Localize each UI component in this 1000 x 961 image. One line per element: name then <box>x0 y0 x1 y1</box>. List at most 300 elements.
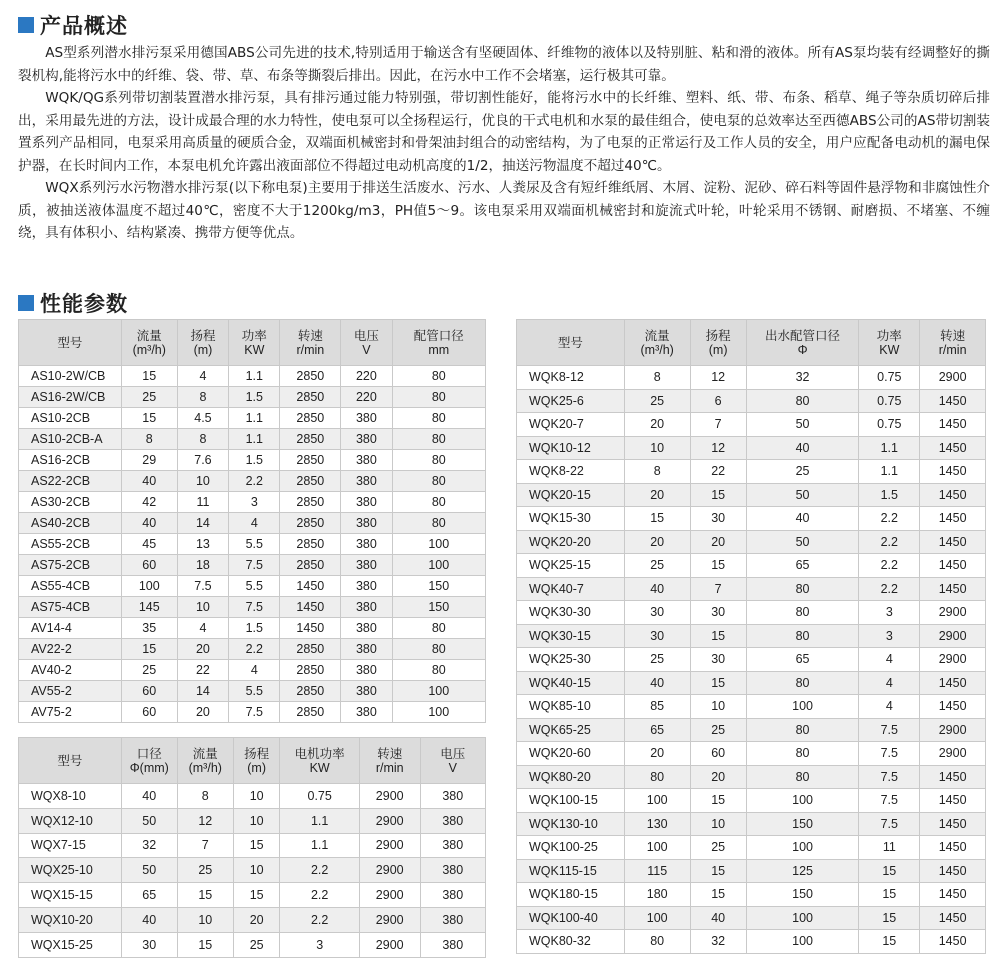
table-row <box>19 429 486 450</box>
as-series-table <box>18 319 486 723</box>
header-unit: KW <box>309 760 330 775</box>
value-cell: 1450 <box>280 618 341 639</box>
value-cell: 2850 <box>280 534 341 555</box>
value-cell: 80 <box>392 513 485 534</box>
value-cell: 3 <box>859 601 920 625</box>
table-row <box>19 681 486 702</box>
value-cell: 80 <box>624 765 690 789</box>
value-cell: 20 <box>624 413 690 437</box>
value-cell: 30 <box>690 507 746 531</box>
value-cell: 40 <box>746 436 859 460</box>
header-label: 型号 <box>57 335 83 350</box>
value-cell: 15 <box>121 366 177 387</box>
value-cell: 2900 <box>359 932 420 957</box>
value-cell: 20 <box>690 530 746 554</box>
value-cell: 7.5 <box>229 555 280 576</box>
model-cell: WQK30-15 <box>517 624 625 648</box>
value-cell: 1450 <box>280 576 341 597</box>
value-cell: 40 <box>690 906 746 930</box>
model-cell: AS75-4CB <box>19 597 122 618</box>
value-cell: 1.1 <box>280 833 359 858</box>
table-row <box>517 601 986 625</box>
value-cell: 80 <box>392 660 485 681</box>
table-row <box>517 530 986 554</box>
value-cell: 80 <box>746 765 859 789</box>
column-header <box>121 738 177 784</box>
model-cell: WQK20-60 <box>517 742 625 766</box>
value-cell: 0.75 <box>280 784 359 809</box>
model-cell: WQK25-30 <box>517 648 625 672</box>
value-cell: 50 <box>746 483 859 507</box>
value-cell: 380 <box>420 808 485 833</box>
value-cell: 2850 <box>280 660 341 681</box>
value-cell: 150 <box>392 576 485 597</box>
value-cell: 60 <box>690 742 746 766</box>
value-cell: 1.5 <box>229 450 280 471</box>
value-cell: 2.2 <box>280 858 359 883</box>
value-cell: 115 <box>624 859 690 883</box>
header-label: 功率 <box>241 328 267 343</box>
value-cell: 25 <box>624 554 690 578</box>
value-cell: 25 <box>177 858 233 883</box>
value-cell: 1450 <box>920 530 986 554</box>
table-row <box>517 436 986 460</box>
value-cell: 380 <box>341 429 392 450</box>
table-row <box>517 836 986 860</box>
table-row <box>517 718 986 742</box>
model-cell: WQK25-15 <box>517 554 625 578</box>
value-cell: 380 <box>341 576 392 597</box>
model-cell: WQX15-25 <box>19 932 122 957</box>
value-cell: 2850 <box>280 387 341 408</box>
value-cell: 1450 <box>280 597 341 618</box>
model-cell: WQK25-6 <box>517 389 625 413</box>
column-header <box>341 320 392 366</box>
value-cell: 60 <box>121 555 177 576</box>
value-cell: 7.6 <box>177 450 228 471</box>
table-row <box>19 883 486 908</box>
value-cell: 80 <box>746 671 859 695</box>
value-cell: 380 <box>420 858 485 883</box>
header-label: 型号 <box>57 753 83 768</box>
header-unit: (m³/h) <box>188 760 222 775</box>
value-cell: 2850 <box>280 366 341 387</box>
table-row <box>19 784 486 809</box>
value-cell: 1450 <box>920 765 986 789</box>
value-cell: 40 <box>746 507 859 531</box>
table-row <box>517 413 986 437</box>
value-cell: 10 <box>233 808 280 833</box>
value-cell: 20 <box>690 765 746 789</box>
value-cell: 2.2 <box>859 554 920 578</box>
model-cell: WQK20-15 <box>517 483 625 507</box>
value-cell: 2900 <box>359 907 420 932</box>
table-row <box>19 366 486 387</box>
value-cell: 80 <box>392 618 485 639</box>
value-cell: 7.5 <box>177 576 228 597</box>
value-cell: 80 <box>624 930 690 954</box>
params-heading <box>18 288 128 318</box>
value-cell: 1450 <box>920 671 986 695</box>
value-cell: 1450 <box>920 789 986 813</box>
value-cell: 2900 <box>359 784 420 809</box>
model-cell: WQX10-20 <box>19 907 122 932</box>
model-cell: WQX7-15 <box>19 833 122 858</box>
table-row <box>517 765 986 789</box>
model-cell: AS10-2CB-A <box>19 429 122 450</box>
column-header <box>19 738 122 784</box>
value-cell: 7.5 <box>859 718 920 742</box>
value-cell: 7.5 <box>859 812 920 836</box>
value-cell: 7.5 <box>859 765 920 789</box>
value-cell: 100 <box>746 930 859 954</box>
value-cell: 100 <box>746 906 859 930</box>
value-cell: 2.2 <box>229 639 280 660</box>
value-cell: 2850 <box>280 513 341 534</box>
table-row <box>517 883 986 907</box>
table-row <box>517 577 986 601</box>
table-row <box>19 513 486 534</box>
value-cell: 130 <box>624 812 690 836</box>
model-cell: AS10-2CB <box>19 408 122 429</box>
value-cell: 100 <box>746 836 859 860</box>
table-row <box>517 648 986 672</box>
value-cell: 10 <box>690 812 746 836</box>
table-row <box>19 808 486 833</box>
value-cell: 50 <box>121 808 177 833</box>
value-cell: 15 <box>690 483 746 507</box>
value-cell: 14 <box>177 513 228 534</box>
intro-paragraph-wqx: WQX系列污水污物潜水排污泵(以下称电泵)主要用于排送生活废水、污水、人粪尿及含有短纤维纸屑、木屑、淀粉、泥砂、碎石料等固件悬浮物和非腐蚀性介质，被抽送液体温度不超过40℃，密度不大于1200kg/m3，PH值5～9。该电泵采用双端面机械密封和旋流式叶轮，叶轮采用不锈钢、耐磨损、不堵塞、不缠绕，具有体积小、结构紧凑、携带方便等优点。 <box>18 180 990 241</box>
model-cell: AS22-2CB <box>19 471 122 492</box>
intro-text <box>18 42 990 245</box>
value-cell: 15 <box>177 932 233 957</box>
column-header <box>624 320 690 366</box>
header-label: 功率 <box>876 328 902 343</box>
table-row <box>19 858 486 883</box>
value-cell: 80 <box>392 366 485 387</box>
table-row <box>517 859 986 883</box>
column-header <box>517 320 625 366</box>
value-cell: 2.2 <box>859 507 920 531</box>
header-label: 扬程 <box>190 328 216 343</box>
value-cell: 15 <box>690 859 746 883</box>
value-cell: 15 <box>859 906 920 930</box>
value-cell: 2900 <box>359 833 420 858</box>
value-cell: 1.5 <box>859 483 920 507</box>
value-cell: 4 <box>177 366 228 387</box>
model-cell: WQK65-25 <box>517 718 625 742</box>
value-cell: 380 <box>341 681 392 702</box>
value-cell: 8 <box>177 429 228 450</box>
model-cell: WQX25-10 <box>19 858 122 883</box>
value-cell: 380 <box>341 513 392 534</box>
value-cell: 380 <box>341 408 392 429</box>
column-header <box>920 320 986 366</box>
value-cell: 2850 <box>280 408 341 429</box>
value-cell: 8 <box>177 784 233 809</box>
value-cell: 25 <box>624 389 690 413</box>
table-row <box>19 576 486 597</box>
column-header <box>233 738 280 784</box>
table-row <box>19 387 486 408</box>
header-label: 配管口径 <box>413 328 464 343</box>
value-cell: 380 <box>341 534 392 555</box>
header-label: 流量 <box>136 328 162 343</box>
value-cell: 15 <box>690 554 746 578</box>
header-unit: (m³/h) <box>640 342 674 357</box>
value-cell: 10 <box>624 436 690 460</box>
value-cell: 100 <box>746 695 859 719</box>
model-cell: WQK85-10 <box>517 695 625 719</box>
value-cell: 35 <box>121 618 177 639</box>
table-row <box>19 597 486 618</box>
value-cell: 20 <box>624 742 690 766</box>
table-row <box>517 742 986 766</box>
value-cell: 2900 <box>920 718 986 742</box>
value-cell: 14 <box>177 681 228 702</box>
value-cell: 2850 <box>280 555 341 576</box>
value-cell: 2850 <box>280 471 341 492</box>
value-cell: 80 <box>746 742 859 766</box>
value-cell: 2850 <box>280 639 341 660</box>
value-cell: 1450 <box>920 812 986 836</box>
value-cell: 15 <box>690 789 746 813</box>
value-cell: 3 <box>859 624 920 648</box>
value-cell: 4 <box>859 695 920 719</box>
value-cell: 8 <box>624 460 690 484</box>
model-cell: WQK100-40 <box>517 906 625 930</box>
column-header <box>177 738 233 784</box>
intro-paragraph-wqk: WQK/QG系列带切割装置潜水排污泵，具有排污通过能力特别强，带切割性能好，能将污水中的长纤维、塑料、纸、带、布条、稻草、绳子等杂质切碎后排出，采用最先进的方法，设计成最合理的水力特性，使电泵可以全扬程运行，优良的干式电机和水泵的最佳组合，使电泵的总效率达至西德ABS公司的AS带切割装置系列产品相同，电泵采用高质量的硬质合金，双端面机械密封和骨架油封组合的动密结构，为了电泵的正常运行及工作人员的安全，用户应配备电动机的漏电保护器，在长时间内工作，本泵电机允许露出液面部位不得超过电动机高度的1/2，抽送污物温度不超过40℃。 <box>18 90 990 174</box>
value-cell: 80 <box>392 408 485 429</box>
value-cell: 100 <box>392 555 485 576</box>
value-cell: 145 <box>121 597 177 618</box>
value-cell: 32 <box>746 366 859 390</box>
model-cell: AV14-4 <box>19 618 122 639</box>
header-unit: (m) <box>708 342 728 357</box>
table-row <box>517 483 986 507</box>
value-cell: 150 <box>746 883 859 907</box>
value-cell: 150 <box>392 597 485 618</box>
value-cell: 4 <box>229 660 280 681</box>
table-row <box>517 507 986 531</box>
header-unit: Φ <box>797 342 808 357</box>
value-cell: 2.2 <box>859 530 920 554</box>
header-unit: V <box>362 342 371 357</box>
header-label: 扬程 <box>705 328 731 343</box>
table-row <box>19 492 486 513</box>
header-unit: KW <box>244 342 265 357</box>
header-unit: V <box>448 760 457 775</box>
value-cell: 15 <box>177 883 233 908</box>
value-cell: 4 <box>177 618 228 639</box>
value-cell: 60 <box>121 681 177 702</box>
model-cell: AS55-4CB <box>19 576 122 597</box>
model-cell: AS16-2W/CB <box>19 387 122 408</box>
value-cell: 4 <box>859 671 920 695</box>
value-cell: 30 <box>121 932 177 957</box>
value-cell: 100 <box>392 702 485 723</box>
value-cell: 20 <box>624 530 690 554</box>
value-cell: 380 <box>341 618 392 639</box>
value-cell: 15 <box>121 408 177 429</box>
value-cell: 3 <box>280 932 359 957</box>
value-cell: 1450 <box>920 695 986 719</box>
value-cell: 60 <box>121 702 177 723</box>
value-cell: 380 <box>341 597 392 618</box>
value-cell: 20 <box>624 483 690 507</box>
value-cell: 2900 <box>359 858 420 883</box>
value-cell: 5.5 <box>229 576 280 597</box>
value-cell: 4.5 <box>177 408 228 429</box>
header-label: 口径 <box>136 746 162 761</box>
value-cell: 1450 <box>920 413 986 437</box>
model-cell: WQK15-30 <box>517 507 625 531</box>
value-cell: 220 <box>341 387 392 408</box>
header-unit: mm <box>428 342 450 357</box>
value-cell: 20 <box>177 639 228 660</box>
value-cell: 380 <box>341 639 392 660</box>
value-cell: 15 <box>690 883 746 907</box>
value-cell: 65 <box>121 883 177 908</box>
table-row <box>517 695 986 719</box>
value-cell: 2900 <box>359 808 420 833</box>
header-label: 转速 <box>297 328 323 343</box>
table-row <box>517 460 986 484</box>
value-cell: 0.75 <box>859 389 920 413</box>
value-cell: 20 <box>177 702 228 723</box>
model-cell: AS40-2CB <box>19 513 122 534</box>
value-cell: 10 <box>177 471 228 492</box>
table-row <box>517 812 986 836</box>
value-cell: 15 <box>121 639 177 660</box>
value-cell: 42 <box>121 492 177 513</box>
model-cell: WQK80-32 <box>517 930 625 954</box>
value-cell: 4 <box>859 648 920 672</box>
value-cell: 100 <box>746 789 859 813</box>
value-cell: 40 <box>624 577 690 601</box>
value-cell: 80 <box>392 387 485 408</box>
value-cell: 32 <box>690 930 746 954</box>
value-cell: 50 <box>746 413 859 437</box>
value-cell: 2900 <box>359 883 420 908</box>
value-cell: 25 <box>690 836 746 860</box>
model-cell: WQX15-15 <box>19 883 122 908</box>
value-cell: 1.1 <box>859 460 920 484</box>
header-unit: (m) <box>247 760 267 775</box>
header-label: 流量 <box>192 746 218 761</box>
value-cell: 1450 <box>920 389 986 413</box>
value-cell: 80 <box>392 450 485 471</box>
model-cell: AV22-2 <box>19 639 122 660</box>
value-cell: 15 <box>859 883 920 907</box>
table-row <box>517 671 986 695</box>
blue-square-icon <box>18 17 34 33</box>
value-cell: 65 <box>624 718 690 742</box>
model-cell: WQK8-12 <box>517 366 625 390</box>
value-cell: 1.1 <box>280 808 359 833</box>
model-cell: AS55-2CB <box>19 534 122 555</box>
value-cell: 40 <box>121 513 177 534</box>
value-cell: 1.5 <box>229 387 280 408</box>
table-row <box>19 618 486 639</box>
model-cell: AS75-2CB <box>19 555 122 576</box>
value-cell: 80 <box>392 639 485 660</box>
value-cell: 18 <box>177 555 228 576</box>
model-cell: WQK40-7 <box>517 577 625 601</box>
header-label: 扬程 <box>244 746 270 761</box>
value-cell: 22 <box>177 660 228 681</box>
blue-square-icon <box>18 295 34 311</box>
value-cell: 10 <box>177 907 233 932</box>
value-cell: 220 <box>341 366 392 387</box>
value-cell: 380 <box>341 660 392 681</box>
value-cell: 7 <box>690 577 746 601</box>
value-cell: 1450 <box>920 930 986 954</box>
value-cell: 65 <box>746 554 859 578</box>
value-cell: 25 <box>121 660 177 681</box>
intro-paragraph-as: AS型系列潜水排污泵采用德国ABS公司先进的技术,特别适用于输送含有坚硬固体、纤维物的液体以及特别脏、粘和滑的液体。所有AS泵均装有经调整好的撕裂机构,能将污水中的纤维、袋、带、草、布条等撕裂后排出。因此，在污水中工作不会堵塞，运行极其可靠。 <box>18 45 990 84</box>
value-cell: 2900 <box>920 648 986 672</box>
model-cell: WQK180-15 <box>517 883 625 907</box>
value-cell: 85 <box>624 695 690 719</box>
column-header <box>392 320 485 366</box>
value-cell: 4 <box>229 513 280 534</box>
value-cell: 3 <box>229 492 280 513</box>
column-header <box>359 738 420 784</box>
column-header <box>177 320 228 366</box>
value-cell: 100 <box>121 576 177 597</box>
header-label: 电压 <box>440 746 466 761</box>
model-cell: WQK100-25 <box>517 836 625 860</box>
value-cell: 15 <box>859 930 920 954</box>
value-cell: 380 <box>341 555 392 576</box>
value-cell: 5.5 <box>229 534 280 555</box>
model-cell: AS16-2CB <box>19 450 122 471</box>
value-cell: 15 <box>859 859 920 883</box>
value-cell: 13 <box>177 534 228 555</box>
value-cell: 30 <box>690 601 746 625</box>
column-header <box>229 320 280 366</box>
header-unit: Φ(mm) <box>129 760 169 775</box>
value-cell: 32 <box>121 833 177 858</box>
model-cell: WQX12-10 <box>19 808 122 833</box>
header-unit: (m³/h) <box>132 342 166 357</box>
table-row <box>19 907 486 932</box>
value-cell: 1450 <box>920 460 986 484</box>
header-label: 电压 <box>353 328 379 343</box>
value-cell: 7 <box>177 833 233 858</box>
value-cell: 80 <box>392 429 485 450</box>
value-cell: 1450 <box>920 836 986 860</box>
value-cell: 25 <box>746 460 859 484</box>
value-cell: 80 <box>746 389 859 413</box>
value-cell: 30 <box>624 601 690 625</box>
value-cell: 2.2 <box>229 471 280 492</box>
wqk-series-table <box>516 319 986 954</box>
value-cell: 40 <box>624 671 690 695</box>
header-label: 转速 <box>940 328 966 343</box>
value-cell: 7 <box>690 413 746 437</box>
value-cell: 100 <box>624 836 690 860</box>
value-cell: 1450 <box>920 483 986 507</box>
table-row <box>517 554 986 578</box>
value-cell: 25 <box>624 648 690 672</box>
header-unit: KW <box>879 342 900 357</box>
params-title: 性能参数 <box>40 292 128 316</box>
value-cell: 80 <box>392 471 485 492</box>
